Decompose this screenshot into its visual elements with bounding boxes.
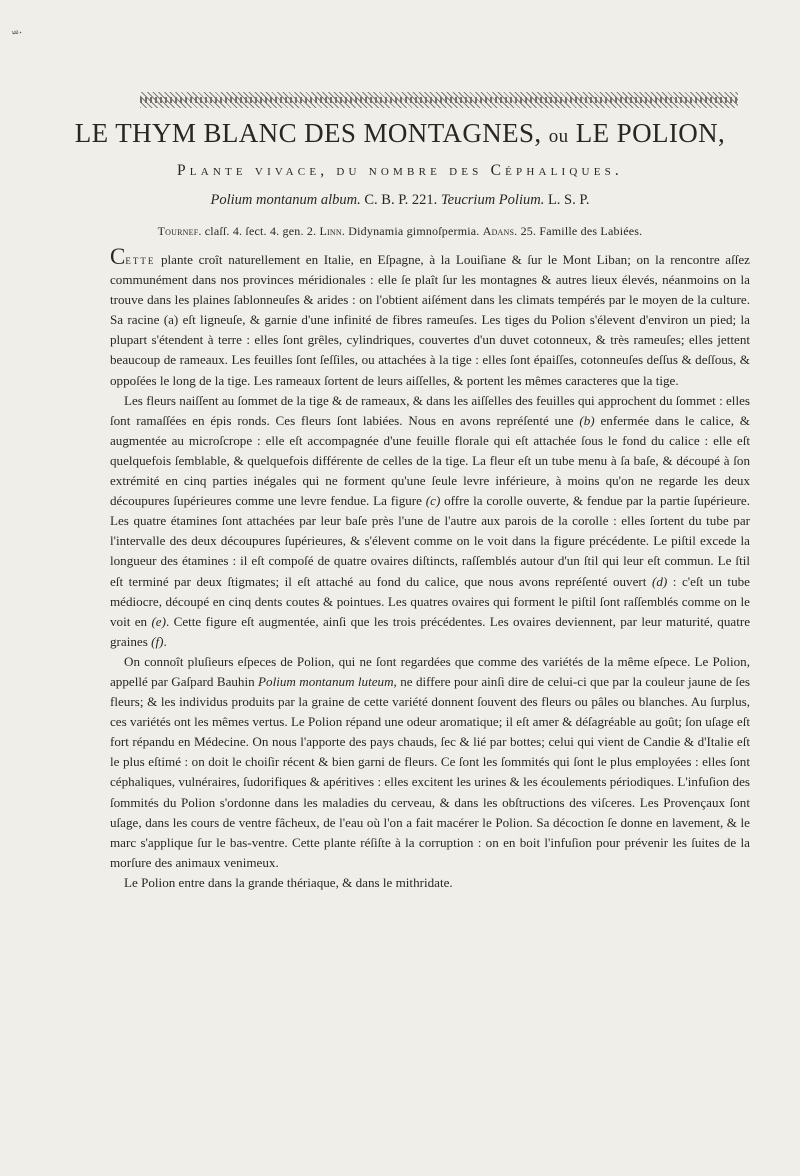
ref-tournefort-text: claſſ. 4. ſect. 4. gen. 2. (204, 224, 317, 238)
figure-ref-e: (e) (151, 613, 166, 629)
paragraph-2-d: : c'eſt un tube médiocre, découpé en cinq dents coutes & pointues. Les quatres ovaires qui forment le piſtil ſont raſſemblés comme on le voit en (110, 573, 750, 629)
page-title (60, 118, 740, 149)
corner-ink-mark: ᵛ̶ᵉ· (10, 25, 24, 41)
drop-cap: C (110, 244, 126, 269)
paragraph-2-e: . Cette figure eſt augmentée, ainſi que les trois précédentes. Les ovaires deviennent, par leur maturité, quatre graines (110, 613, 751, 649)
paragraph-4: Le Polion entre dans la grande thériaque, & dans le mithridate. (124, 874, 453, 890)
paragraph-1 (110, 244, 750, 391)
body-text (110, 244, 751, 893)
figure-ref-f: (f) (151, 633, 164, 649)
ref-tournefort: Tournef. (157, 224, 202, 238)
opening-word: ette (125, 252, 156, 267)
decorative-header-band (140, 92, 738, 108)
latin-ref-1: C. B. P. 221. (364, 192, 438, 208)
ref-adanson-text: 25. Famille des Labiées. (520, 224, 643, 238)
latin-ref-2: L. S. P. (547, 192, 590, 208)
ref-adanson: Adans. (482, 224, 518, 238)
paragraph-2-f: . (163, 633, 167, 649)
paragraph-1-text: plante croît naturellement en Italie, en Eſpagne, à la Louiſiane & ſur le Mont Liban; on la rencontre aſſez communément dans nos provinces méridionales : elle ſe plaît ſur les montagnes & autres lieux élevés, néanmoins on la trouve dans les plaines ſablonneuſes & arides : on l'obtient aiſément dans les climats tempérés par le moyen de la culture. Sa racine (a) eſt ligneuſe, & garnie d'une infinité de fibres rameuſes. Les tiges du Polion s'élevent d'environ un pied; la plupart s'étendent à terre : elles ſont grêles, cylindriques, couvertes d'un duvet cotonneux, & très rameuſes; elles jettent beaucoup de rameaux. Les feuilles ſont ſeſſiles, ou attachées à la tige : elles ſont épaiſſes, cotonneuſes deſſus & deſſous, & oppoſées le long de la tige. Les rameaux ſortent de leurs aiſſelles, & portent les mêmes caracteres que la tige. (110, 252, 750, 388)
ref-linnaeus-text: Didynamia gimnoſpermia. (348, 224, 480, 238)
page-subtitle: Plante vivace, du nombre des Céphaliques. (176, 162, 624, 179)
figure-ref-c: (c) (425, 493, 441, 509)
title-part-b: LE POLION, (575, 118, 726, 148)
paragraph-2-a: Les fleurs naiſſent au ſommet de la tige & de rameaux, & dans les aiſſelles des feuilles qui approchent du ſommet : elles ſont ramaſſées en épis ronds. Ces fleurs ſont labiées. Nous en avons repréſenté une (110, 392, 750, 428)
latin-variety-name: Polium montanum luteum, (258, 673, 397, 689)
title-part-a: LE THYM BLANC DES MONTAGNES, (74, 118, 542, 148)
title-conjunction: ou (548, 126, 569, 147)
classification-references (60, 224, 740, 239)
paragraph-2-c: offre la corolle ouverte, & fendue par la partie ſupérieure. Les quatre étamines ſont attachées par leur baſe près l'une de l'autre aux parois de la corolle : elles ſortent du tube par l'intervalle des deux découpures ſupérieures, & s'élevent comme on le voit dans la figure précédente. Le piſtil excede la longueur des étamines : il eſt compoſé de quatre ovaires diſtincts, raſſemblés autour d'un ſtil qui leur eſt commun. Le ſtil eſt terminé par deux ſtigmates; il eſt attaché au fond du calice, que nous avons repréſenté ouvert (110, 493, 750, 589)
paragraph-2-b: enfermée dans le calice, & augmentée au microſcrope : elle eſt accompagnée d'une feuille florale qui eſt attachée ſous le fond du calice : elle eſt quelquefois ſemblable, & quelquefois différente de celles de la tige. La fleur eſt un tube menu à ſa baſe, & découpé à ſon extrémité en cinq parties inégales qui ne forment qu'une ſeule levre inférieure, à moins qu'on ne regarde les deux découpures ſupérieures comme une levre fendue. La figure (110, 412, 750, 509)
figure-ref-b: (b) (579, 412, 595, 428)
paragraph-3-b: ne differe pour ainſi dire de celui-ci que par la couleur jaune de ſes fleurs; & les individus produits par la graine de cette variété donnent ſouvent des fleurs ou pâles ou blanches. Au ſurplus, ces variétés ont les mêmes vertus. Le Polion répand une odeur aromatique; il eſt amer & déſagréable au goût; ſon uſage eſt fort répandu en Médecine. On nous l'apporte des pays chauds, ſec & lié par bottes; celui qui vient de Candie & d'Italie eſt le plus eſtimé : on doit le choiſir récent & bien garni de fleurs. Ce ſont les ſommités qui ſont le plus employées : elles ſont céphaliques, vulnéraires, ſudorifiques & apéritives : elles excitent les urines & les écoulements périodiques. L'infuſion des ſommités du Polion s'ordonne dans les maladies du cerveau, & dans les obſtructions des viſceres. Les Provençaux ſont uſage, dans les cours de ventre fâcheux, de l'eau où l'on a fait macérer le Polion. Sa décoction ſe donne en lavement, & le marc s'applique ſur le bas-ventre. Cette plante réſiſte à la corruption : on en boit l'infuſion pour prévenir les ſuites de la morſure des animaux venimeux. (110, 673, 750, 870)
paragraph-3-a: On connoît pluſieurs eſpeces de Polion, qui ne ſont regardées que comme des variétés de la même eſpece. Le Polion, appellé par Gaſpard Bauhin (110, 653, 750, 689)
latin-name-1: Polium montanum album. (210, 192, 361, 208)
figure-ref-d: (d) (651, 573, 668, 589)
ref-linnaeus: Linn. (319, 224, 346, 238)
paragraph-3 (110, 652, 750, 873)
latin-name-2: Teucrium Polium. (440, 192, 545, 208)
latin-names (60, 192, 740, 209)
paragraph-2 (110, 391, 750, 652)
